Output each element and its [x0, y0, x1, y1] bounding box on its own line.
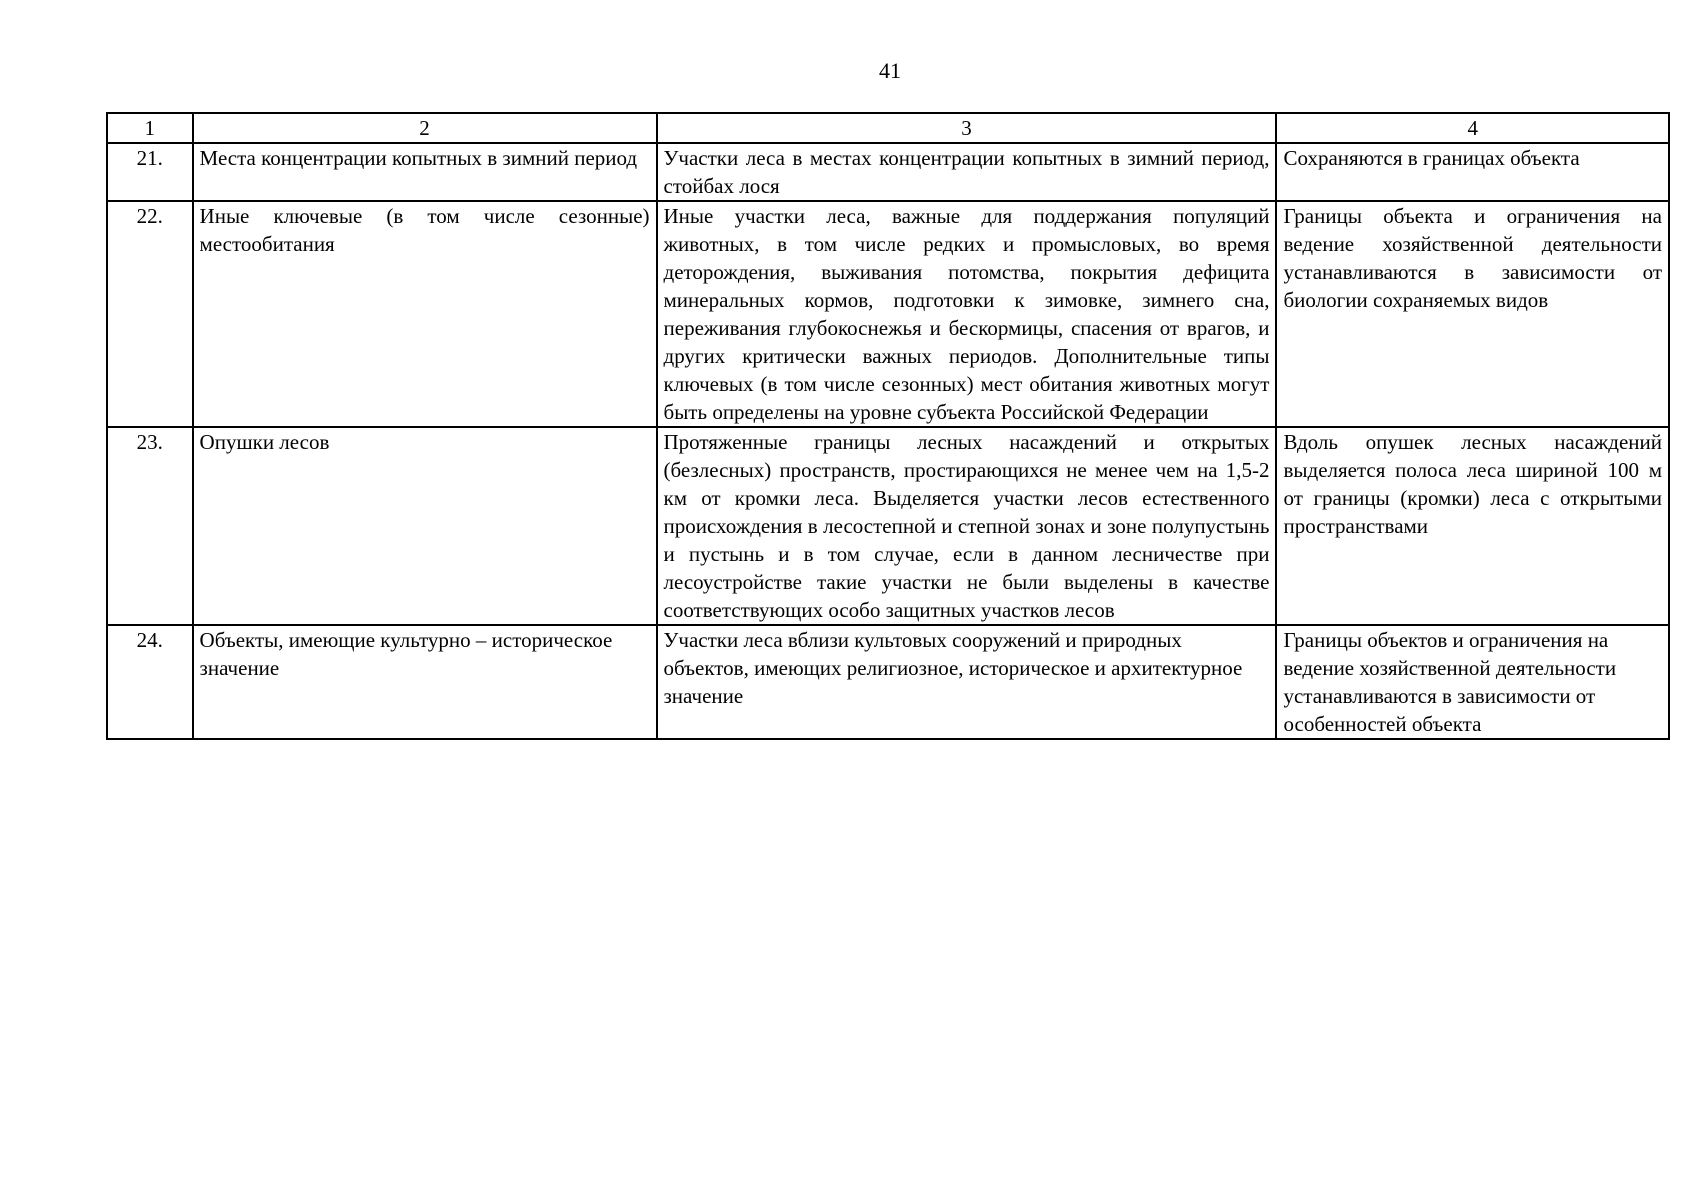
row-number: 22.	[107, 201, 193, 427]
object-name-cell: Места концентрации копытных в зимний период	[193, 143, 657, 201]
table-row	[107, 201, 1669, 427]
table-row	[107, 625, 1669, 739]
table-header-row	[107, 113, 1669, 143]
regime-cell: Вдоль опушек лесных насаждений выделяется полоса леса шириной 100 м от границы (кромки) леса с открытыми пространствами	[1276, 427, 1669, 625]
row-number: 23.	[107, 427, 193, 625]
table-row	[107, 143, 1669, 201]
row-number: 21.	[107, 143, 193, 201]
column-header-4: 4	[1276, 113, 1669, 143]
regime-cell: Сохраняются в границах объекта	[1276, 143, 1669, 201]
object-name-cell: Объекты, имеющие культурно – историческое значение	[193, 625, 657, 739]
description-cell: Протяженные границы лесных насаждений и открытых (безлесных) пространств, простирающихся не менее чем на 1,5-2 км от кромки леса. Выделяется участки лесов естественного происхождения в лесостепной и степной зонах и зоне полупустынь и пустынь и в том случае, если в данном лесничестве при лесоустройстве такие участки не были выделены в качестве соответствующих особо защитных участков лесов	[657, 427, 1277, 625]
description-cell: Иные участки леса, важные для поддержания популяций животных, в том числе редких и промысловых, во время деторождения, выживания потомства, покрытия дефицита минеральных кормов, подготовки к зимовке, зимнего сна, переживания глубокоснежья и бескормицы, спасения от врагов, и других критически важных периодов. Дополнительные типы ключевых (в том числе сезонных) мест обитания животных могут быть определены на уровне субъекта Российской Федерации	[657, 201, 1277, 427]
table-row	[107, 427, 1669, 625]
column-header-3: 3	[657, 113, 1277, 143]
column-header-1: 1	[107, 113, 193, 143]
description-cell: Участки леса в местах концентрации копытных в зимний период, стойбах лося	[657, 143, 1277, 201]
row-number: 24.	[107, 625, 193, 739]
document-table	[106, 112, 1670, 740]
description-cell: Участки леса вблизи культовых сооружений и природных объектов, имеющих религиозное, историческое и архитектурное значение	[657, 625, 1277, 739]
object-name-cell: Иные ключевые (в том числе сезонные) местообитания	[193, 201, 657, 427]
regime-cell: Границы объекта и ограничения на ведение хозяйственной деятельности устанавливаются в зависимости от биологии сохраняемых видов	[1276, 201, 1669, 427]
column-header-2: 2	[193, 113, 657, 143]
page-number: 41	[879, 58, 901, 83]
object-name-cell: Опушки лесов	[193, 427, 657, 625]
regime-cell: Границы объектов и ограничения на ведение хозяйственной деятельности устанавливаются в зависимости от особенностей объекта	[1276, 625, 1669, 739]
